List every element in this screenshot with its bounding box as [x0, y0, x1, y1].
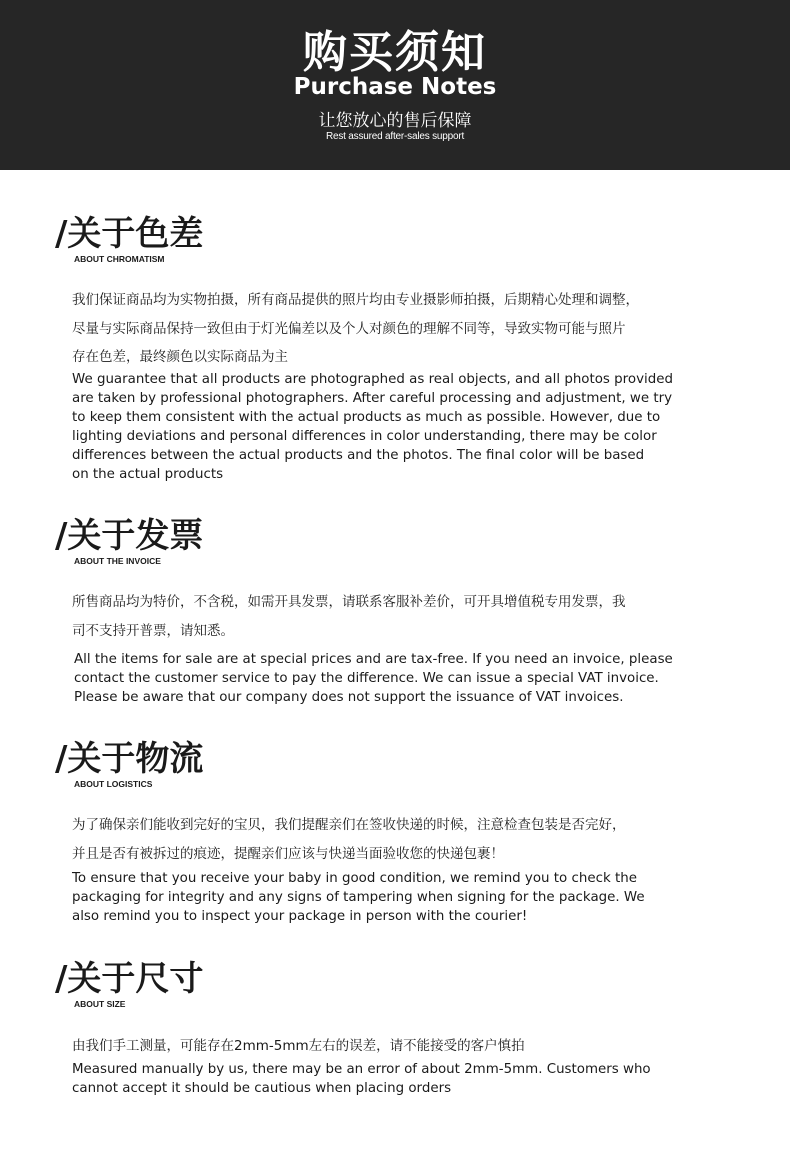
section-body-en: [72, 869, 762, 926]
body-line: on the actual products: [72, 467, 224, 482]
body-line: differences between the actual products and the photos. The final color will be based: [72, 448, 645, 463]
body-line: Please be aware that our company does not support the issuance of VAT invoices.: [74, 690, 624, 705]
body-line: 存在色差，最终颜色以实际商品为主: [72, 349, 288, 365]
body-line: 我们保证商品均为实物拍摄，所有商品提供的照片均由专业摄影师拍摄，后期精心处理和调整，: [72, 292, 639, 308]
section-subtitle: ABOUT THE INVOICE: [74, 556, 161, 566]
section-title: /关于色差: [55, 214, 204, 254]
section-title: /关于发票: [55, 516, 204, 556]
body-line: 为了确保亲们能收到完好的宝贝，我们提醒亲们在签收快递的时候，注意检查包装是否完好，: [72, 817, 626, 833]
section-body-en: [72, 1060, 762, 1098]
section-body-zh: [72, 286, 762, 372]
section-body-zh: [72, 1032, 762, 1061]
section-body-en: [74, 650, 764, 707]
section-body-zh: [72, 588, 762, 645]
section-body-zh: [72, 811, 762, 868]
header-banner: [0, 0, 790, 170]
body-line: also remind you to inspect your package in person with the courier!: [72, 909, 528, 924]
body-line: We guarantee that all products are photographed as real objects, and all photos provided: [72, 372, 673, 387]
section-subtitle: ABOUT CHROMATISM: [74, 254, 165, 264]
section-subtitle: ABOUT SIZE: [74, 999, 126, 1009]
page-title-en: Purchase Notes: [293, 74, 497, 100]
body-line: 并且是否有被拆过的痕迹，提醒亲们应该与快递当面验收您的快递包裹！: [72, 845, 504, 862]
section-title: /关于尺寸: [55, 959, 204, 999]
body-line: cannot accept it should be cautious when placing orders: [72, 1081, 452, 1096]
section-subtitle: ABOUT LOGISTICS: [74, 779, 153, 789]
body-line: to keep them consistent with the actual products as much as possible. However, due to: [72, 410, 661, 425]
section-body-en: [72, 370, 762, 484]
section-title: /关于物流: [55, 739, 204, 779]
body-line: All the items for sale are at special prices and are tax-free. If you need an invoice, please: [74, 652, 673, 667]
body-line: 所售商品均为特价，不含税，如需开具发票，请联系客服补差价，可开具增值税专用发票，我: [72, 594, 626, 610]
page-subtitle-en: Rest assured after-sales support: [325, 131, 465, 142]
body-line: are taken by professional photographers. After careful processing and adjustment, we try: [72, 391, 673, 406]
body-line: 尽量与实际商品保持一致但由于灯光偏差以及个人对颜色的理解不同等，导致实物可能与照片: [72, 320, 626, 337]
body-line: To ensure that you receive your baby in good condition, we remind you to check the: [72, 871, 637, 886]
page-subtitle-zh: 让您放心的售后保障: [318, 111, 472, 131]
body-line: lighting deviations and personal differences in color understanding, there may be color: [72, 429, 657, 444]
body-line: 由我们手工测量，可能存在2mm-5mm左右的误差，请不能接受的客户慎拍: [72, 1038, 525, 1054]
body-line: contact the customer service to pay the difference. We can issue a special VAT invoice.: [74, 671, 659, 686]
body-line: Measured manually by us, there may be an error of about 2mm-5mm. Customers who: [72, 1062, 651, 1077]
page-title-zh: 购买须知: [303, 27, 487, 78]
body-line: 司不支持开普票，请知悉。: [72, 622, 234, 639]
body-line: packaging for integrity and any signs of tampering when signing for the package. We: [72, 890, 645, 905]
